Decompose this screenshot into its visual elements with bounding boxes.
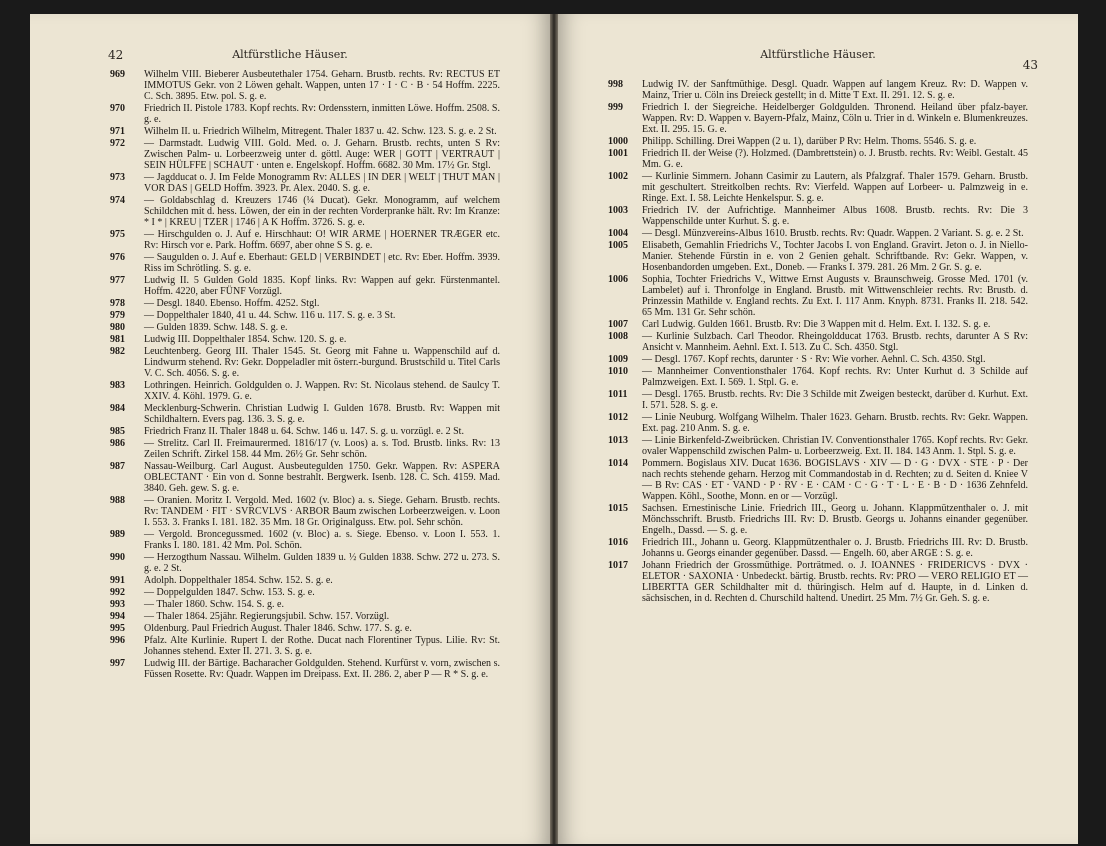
entry-text: — Thaler 1860. Schw. 154. S. g. e. [144,599,284,610]
entry-text: Friedrich III., Johann u. Georg. Klappmützenthaler o. J. Brustb. Friedrichs III. Rv: D. Brustb. Johanns u. Georgs einander gegenüber. Dassd. — Engelh. 60, aber ARGE : S. g. e. [642,537,1028,559]
catalog-entry [110,552,500,574]
entry-text: — Doppelthaler 1840, 41 u. 44. Schw. 116 u. 117. S. g. e. 3 St. [144,310,396,321]
entry-number: 1004 [608,228,628,239]
entry-number: 1012 [608,412,628,423]
catalog-entry [110,172,500,194]
page-number-right: 43 [1022,58,1038,72]
catalog-entry [110,426,500,437]
entry-number: 1002 [608,171,628,182]
entry-text: — Desgl. 1765. Brustb. rechts. Rv: Die 3 Schilde mit Zweigen besteckt, darüber d. Kurhut. Ext. I. 571. 528. S. g. e. [642,389,1028,411]
book-gutter [550,14,558,844]
catalog-entry [608,148,1028,170]
entry-number: 1001 [608,148,628,159]
entry-list-left [110,69,500,681]
catalog-entry [110,310,500,321]
entry-number: 1010 [608,366,628,377]
catalog-entry [110,229,500,251]
entry-text: Friedrich Franz II. Thaler 1848 u. 64. Schw. 146 u. 147. S. g. u. vorzügl. e. 2 St. [144,426,464,437]
entry-number: 984 [110,403,125,414]
entry-text: — Kurlinie Sulzbach. Carl Theodor. Rheingoldducat 1763. Brustb. rechts, darunter A S Rv: Ansicht v. Mannheim. Aehnl. Ext. I. 513. Zu C. Sch. 4350. Stgl. [642,331,1028,353]
catalog-entry [110,635,500,657]
entry-text: — Linie Birkenfeld-Zweibrücken. Christian IV. Conventionsthaler 1765. Kopf rechts. Rv: Gekr. ovaler Wappenschild zwischen Palm- u. Lorbeerzweig. Ext. II. 184. 143 Anm. 1. Stpl. S. g. e. [642,435,1028,457]
entry-text: Sachsen. Ernestinische Linie. Friedrich III., Georg u. Johann. Klappmützenthaler o. J. mit Mönchsschrift. Brustb. Friedrichs III. Rv: D. Brustb. Georgs u. Johanns einander gegenüber. Engelh., Dassd. — S. g. e. [642,503,1028,536]
entry-number: 1016 [608,537,628,548]
entry-number: 985 [110,426,125,437]
entry-text: Wilhelm II. u. Friedrich Wilhelm, Mitregent. Thaler 1837 u. 42. Schw. 123. S. g. e. 2 St. [144,126,497,137]
entry-number: 977 [110,275,125,286]
entry-text: Nassau-Weilburg. Carl August. Ausbeutegulden 1750. Gekr. Wappen. Rv: ASPERA OBLECTANT · Ein von d. Sonne bestrahlt. Bergwerk. Isenb. 128. C. Sch. 4159. Mad. 3840. Geh. gew. S. g. e. [144,461,500,494]
catalog-entry [608,537,1028,559]
catalog-entry [608,389,1028,411]
catalog-entry [110,495,500,528]
catalog-entry [608,366,1028,388]
catalog-entry [110,126,500,137]
entry-number: 1006 [608,274,628,285]
catalog-entry [608,171,1028,204]
entry-text: Wilhelm VIII. Bieberer Ausbeutethaler 1754. Geharn. Brustb. rechts. Rv: RECTUS ET IMMOTUS Gekr. von 2 Löwen gehalt. Wappen, unten 17 · I · C · B · 54 Hoffm. 2225. C. Sch. 3895. Etw. pol. S. g. e. [144,69,500,102]
catalog-entry [608,79,1028,101]
entry-number: 991 [110,575,125,586]
catalog-entry [608,136,1028,147]
entry-number: 1005 [608,240,628,251]
entry-text: Pfalz. Alte Kurlinie. Rupert I. der Rothe. Ducat nach Florentiner Typus. Lilie. Rv: St. Johannes stehend. Exter II. 271. 3. S. g. e. [144,635,500,657]
entry-number: 978 [110,298,125,309]
catalog-entry [608,102,1028,135]
catalog-entry [110,599,500,610]
catalog-entry [608,240,1028,273]
entry-text: — Oranien. Moritz I. Vergold. Med. 1602 (v. Bloc) a. s. Siege. Geharn. Brustb. rechts. Rv: TANDEM · FIT · SVRCVLVS · ARBOR Baum zwischen Lorbeerzweigen. v. Loon I. 553. 3. Franks I. 181. 182. 35 Mm. 18 Gr. Originalguss. Etw. pol. Sehr schön. [144,495,500,528]
running-head-left: Altfürstliche Häuser. [232,48,348,61]
entry-text: — Gulden 1839. Schw. 148. S. g. e. [144,322,288,333]
entry-text: — Goldabschlag d. Kreuzers 1746 (¼ Ducat). Gekr. Monogramm, auf welchem Schildchen mit d. hess. Löwen, der ein in der rechten Vorderpranke hält. Rv: Im Kranze: * I * | KREU | TZER | 1746 | A K Hoffm. 3726. S. g. e. [144,195,500,228]
entry-text: Friedrich IV. der Aufrichtige. Mannheimer Albus 1608. Brustb. rechts. Rv: Die 3 Wappenschilde unter Kurhut. S. g. e. [642,205,1028,227]
entry-number: 983 [110,380,125,391]
entry-text: Friedrich II. Pistole 1783. Kopf rechts. Rv: Ordensstern, inmitten Löwe. Hoffm. 2508. S. g. e. [144,103,500,125]
running-head-right: Altfürstliche Häuser. [760,48,876,61]
catalog-entry [110,438,500,460]
catalog-entry [608,228,1028,239]
catalog-entry [608,274,1028,318]
catalog-entry [110,298,500,309]
entry-number: 990 [110,552,125,563]
entry-number: 1003 [608,205,628,216]
entry-text: — Desgl. 1767. Kopf rechts, darunter · S · Rv: Wie vorher. Aehnl. C. Sch. 4350. Stgl. [642,354,986,365]
entry-text: Oldenburg. Paul Friedrich August. Thaler 1846. Schw. 177. S. g. e. [144,623,412,634]
entry-number: 993 [110,599,125,610]
catalog-entry [110,623,500,634]
entry-number: 988 [110,495,125,506]
entry-text: — Saugulden o. J. Auf e. Eberhaut: GELD | VERBINDET | etc. Rv: Eber. Hoffm. 3939. Riss im Schrötling. S. g. e. [144,252,500,274]
catalog-entry [110,138,500,171]
catalog-entry [110,575,500,586]
entry-number: 1015 [608,503,628,514]
entry-text: Philipp. Schilling. Drei Wappen (2 u. 1), darüber P Rv: Helm. Thoms. 5546. S. g. e. [642,136,977,147]
entry-number: 979 [110,310,125,321]
entry-number: 1017 [608,560,628,571]
catalog-entry [608,458,1028,502]
catalog-entry [110,611,500,622]
entry-text: — Kurlinie Simmern. Johann Casimir zu Lautern, als Pfalzgraf. Thaler 1579. Geharn. Brustb. mit geschultert. Streitkolben rechts. Rv: Vierfeld. Wappen auf Lorbeer- u. Palmzweig in e. Ringe. Ext. I. 58. Leichte Henkelspur. S. g. e. [642,171,1028,204]
entry-text: Lothringen. Heinrich. Goldgulden o. J. Wappen. Rv: St. Nicolaus stehend. de Saulcy T. XXIV. 4. Köhl. 1979. G. e. [144,380,500,402]
entry-number: 992 [110,587,125,598]
entry-text: Friedrich I. der Siegreiche. Heidelberger Goldgulden. Thronend. Heiland über pfalz-bayer. Wappen. Rv: D. Wappen v. Bayern-Pfalz, Mainz, Cöln u. Trier in d. Winkeln e. Blumenkreuzes. Ext. II. 295. 15. G. e. [642,102,1028,135]
catalog-entry [110,346,500,379]
catalog-entry [110,322,500,333]
catalog-entry [110,334,500,345]
entry-number: 998 [608,79,623,90]
entry-number: 1009 [608,354,628,365]
entry-number: 997 [110,658,125,669]
entry-number: 974 [110,195,125,206]
catalog-entry [608,354,1028,365]
entry-text: — Herzogthum Nassau. Wilhelm. Gulden 1839 u. ½ Gulden 1838. Schw. 272 u. 273. S. g. e. 2 St. [144,552,500,574]
entry-text: Carl Ludwig. Gulden 1661. Brustb. Rv: Die 3 Wappen mit d. Helm. Ext. I. 132. S. g. e. [642,319,991,330]
entry-text: Friedrich II. der Weise (?). Holzmed. (Dambrettstein) o. J. Brustb. rechts. Rv: Weibl. Gestalt. 45 Mm. G. e. [642,148,1028,170]
entry-number: 970 [110,103,125,114]
catalog-entry [110,529,500,551]
entry-text: — Doppelgulden 1847. Schw. 153. S. g. e. [144,587,315,598]
entry-list-right [608,79,1028,605]
entry-text: Sophia, Tochter Friedrichs V., Wittwe Ernst Augusts v. Braunschweig. Grosse Med. 1701 (v. Lambelet) auf i. Thronfolge in England. Brustb. mit Wittwenschleier rechts. Rv: Brustb. d. Prinzessin Mathilde v. England rechts. Zu Ext. I. 117 Anm. Knyph. 8731. Franks II. 218. 542. 65 Mm. 131 Gr. Sehr schön. [642,274,1028,318]
entry-number: 1007 [608,319,628,330]
entry-number: 969 [110,69,125,80]
entry-text: — Vergold. Broncegussmed. 1602 (v. Bloc) a. s. Siege. Ebenso. v. Loon I. 553. 1. Franks I. 180. 181. 42 Mm. Pol. Schön. [144,529,500,551]
entry-text: — Mannheimer Conventionsthaler 1764. Kopf rechts. Rv: Unter Kurhut d. 3 Schilde auf Palmzweigen. Ext. I. 569. 1. Stpl. G. e. [642,366,1028,388]
entry-text: — Darmstadt. Ludwig VIII. Gold. Med. o. J. Geharn. Brustb. rechts, unten S Rv: Zwischen Palm- u. Lorbeerzweig unter d. göttl. Auge: WER | GOTT | VERTRAUT | SEIN HÜLFFE | SCHAUT · unten e. Engelskopf. Hoffm. 6682. 30 Mm. 17½ Gr. Stgl. [144,138,500,171]
entry-number: 982 [110,346,125,357]
catalog-entry [608,560,1028,604]
entry-text: — Linie Neuburg. Wolfgang Wilhelm. Thaler 1623. Geharn. Brustb. rechts. Rv: Gekr. Wappen. Ext. pag. 210 Anm. S. g. e. [642,412,1028,434]
entry-number: 1014 [608,458,628,469]
catalog-entry [608,435,1028,457]
catalog-entry [110,658,500,680]
catalog-entry [110,103,500,125]
catalog-entry [608,319,1028,330]
entry-number: 971 [110,126,125,137]
entry-number: 1011 [608,389,628,400]
entry-number: 976 [110,252,125,263]
entry-text: Ludwig III. der Bärtige. Bacharacher Goldgulden. Stehend. Kurfürst v. vorn, zwischen s. Füssen Rosette. Rv: Quadr. Wappen im Dreipass. Ext. II. 286. 2, aber P — R * S. g. e. [144,658,500,680]
entry-text: Mecklenburg-Schwerin. Christian Ludwig I. Gulden 1678. Brustb. Rv: Wappen mit Schildhaltern. Evers pag. 136. 3. S. g. e. [144,403,500,425]
entry-number: 981 [110,334,125,345]
entry-text: — Desgl. 1840. Ebenso. Hoffm. 4252. Stgl. [144,298,320,309]
catalog-entry [110,380,500,402]
catalog-entry [608,205,1028,227]
catalog-entry [608,503,1028,536]
catalog-entry [110,69,500,102]
catalog-entry [110,461,500,494]
catalog-entry [110,195,500,228]
entry-number: 987 [110,461,125,472]
entry-text: Elisabeth, Gemahlin Friedrichs V., Tochter Jacobs I. von England. Gravirt. Jeton o. J. in Niello-Manier. Stehende Fürstin in e. von 2 Genien gehalt. Schriftbande. Rv: Gekr. Wappen, v. Hosenbandorden umgeben. Ext., Doneb. — Franks I. 379. 281. 26 Mm. 2 Gr. S. g. e. [642,240,1028,273]
entry-text: — Hirschgulden o. J. Auf e. Hirschhaut: O! WIR ARME | HOERNER TRÆGER etc. Rv: Hirsch vor e. Park. Hoffm. 6697, aber ohne S S. g. e. [144,229,500,251]
entry-number: 1008 [608,331,628,342]
entry-text: Ludwig II. 5 Gulden Gold 1835. Kopf links. Rv: Wappen auf gekr. Fürstenmantel. Hoffm. 4220, aber FÜNF Vorzügl. [144,275,500,297]
entry-text: — Strelitz. Carl II. Freimaurermed. 1816/17 (v. Loos) a. s. Tod. Brustb. links. Rv: 13 Zeilen Schrift. Zirkel 158. 44 Mm. 26½ Gr. Sehr schön. [144,438,500,460]
entry-number: 1013 [608,435,628,446]
entry-text: Ludwig III. Doppelthaler 1854. Schw. 120. S. g. e. [144,334,347,345]
entry-text: Johann Friedrich der Grossmüthige. Porträtmed. o. J. IOANNES · FRIDERICVS · DVX · ELETOR · SAXONIA · Unbedeckt. bärtig. Brustb. rechts. Rv: PRO — VERO RELIGIO ET — LIBERTTA GER Schildhalter mit d. thüringisch. Helm auf d. Haupte, in d. Linken d. sächsischen, in d. Rechten d. Churschild haltend. Unedirt. 25 Mm. 7½ Gr. Geh. S. g. e. [642,560,1028,604]
catalog-entry [110,252,500,274]
entry-text: — Desgl. Münzvereins-Albus 1610. Brustb. rechts. Rv: Quadr. Wappen. 2 Variant. S. g. e. 2 St. [642,228,1024,239]
entry-number: 994 [110,611,125,622]
entry-number: 972 [110,138,125,149]
entry-number: 980 [110,322,125,333]
entry-number: 989 [110,529,125,540]
entry-number: 999 [608,102,623,113]
entry-text: Ludwig IV. der Sanftmüthige. Desgl. Quadr. Wappen auf langem Kreuz. Rv: D. Wappen v. Mainz, Trier u. Cöln ins Dreieck gestellt; in d. Mitte T Ext. II. 291. 12. S. g. e. [642,79,1028,101]
catalog-entry [608,331,1028,353]
right-page [558,14,1078,844]
catalog-entry [110,403,500,425]
entry-number: 995 [110,623,125,634]
catalog-entry [110,275,500,297]
book-spread [30,14,1078,844]
catalog-entry [608,412,1028,434]
entry-number: 973 [110,172,125,183]
entry-text: — Jagdducat o. J. Im Felde Monogramm Rv: ALLES | IN DER | WELT | THUT MAN | VOR DAS | GELD Hoffm. 3923. Pr. Alex. 2040. S. g. e. [144,172,500,194]
entry-text: — Thaler 1864. 25jähr. Regierungsjubil. Schw. 157. Vorzügl. [144,611,390,622]
entry-text: Adolph. Doppelthaler 1854. Schw. 152. S. g. e. [144,575,333,586]
entry-number: 1000 [608,136,628,147]
left-page [30,14,550,844]
catalog-entry [110,587,500,598]
entry-number: 986 [110,438,125,449]
page-number-left: 42 [108,48,124,62]
entry-text: Leuchtenberg. Georg III. Thaler 1545. St. Georg mit Fahne u. Wappenschild auf d. Lindwurm stehend. Rv: Gekr. Doppeladler mit österr.-burgund. Brustschild u. Titel Carls V. C. Sch. 4056. S. g. e. [144,346,500,379]
entry-text: Pommern. Bogislaus XIV. Ducat 1636. BOGISLAVS · XIV — D · G · DVX · STE · P · Der nach rechts stehende geharn. Herzog mit Commandostab in d. Rechten; zu d. Seiten d. Kniee V — B Rv: CAS · ET · VAND · P · RV · E · CAM · C · G · T · L · E · B · D · 1636 Zehnfeld. Wappen. Köhl., Soothe, Monn. en or — Vorzügl. [642,458,1028,502]
entry-number: 975 [110,229,125,240]
entry-number: 996 [110,635,125,646]
